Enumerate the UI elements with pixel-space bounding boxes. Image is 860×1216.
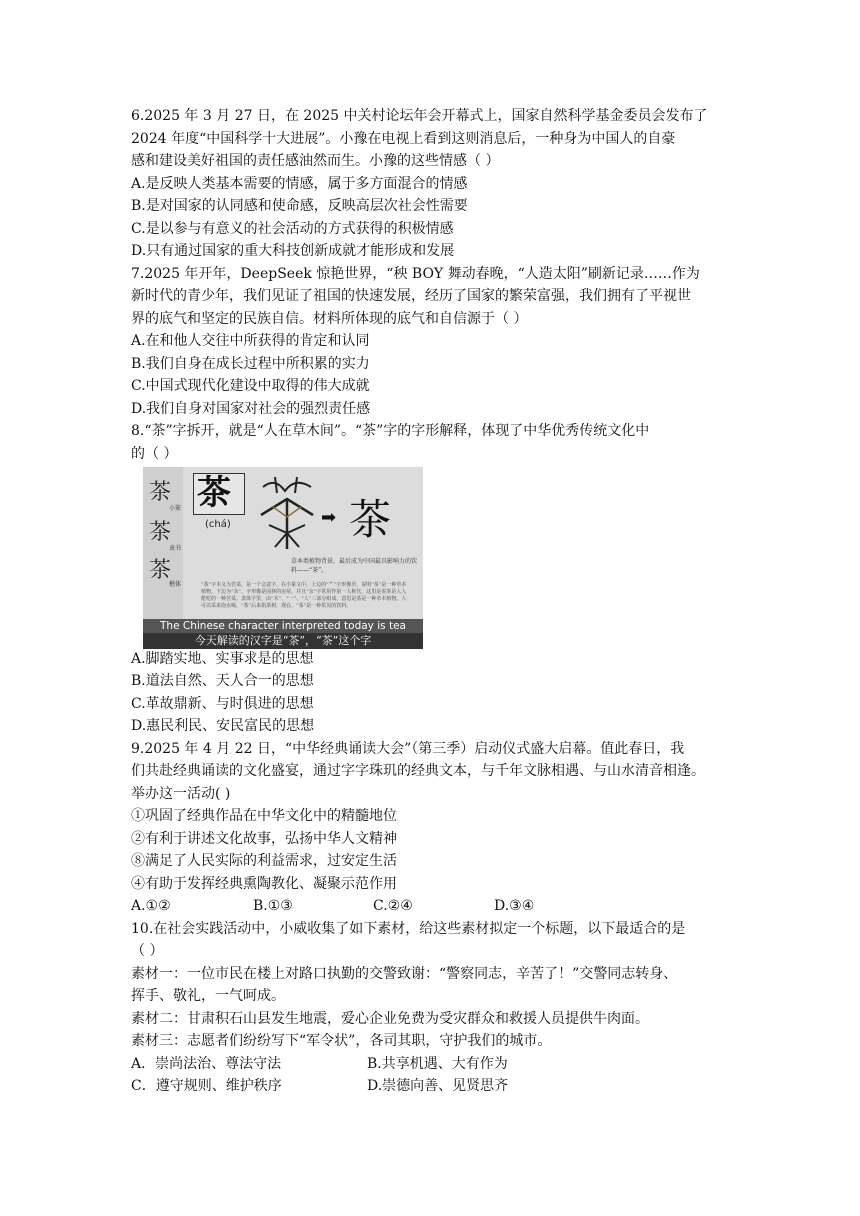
q7-stem-line-3: 界的底气和坚定的民族自信。材料所体现的底气和自信源于（ ） bbox=[131, 311, 528, 327]
q10-option-d: D.崇德向善、见贤思齐 bbox=[367, 1078, 509, 1094]
q6-stem-line-1: 6.2025 年 3 月 27 日，在 2025 中关村论坛年会开幕式上，国家自然科学基金委员会发布了 bbox=[131, 108, 708, 124]
q9-stem-line-1: 9.2025 年 4 月 22 日，“中华经典诵读大会”（第三季）启动仪式盛大启幕。值此春日，我 bbox=[131, 741, 685, 757]
q9-statement-3: ⑧满足了人民实际的利益需求，过安定生活 bbox=[131, 853, 397, 869]
q8-option-d: D.惠民利民、安民富民的思想 bbox=[131, 718, 315, 734]
figure-body-text: “茶”字本义为苦菜，是一个会意字。在小篆文中，上边的“艹”字形像草，说明“茶”是一种草本植物，下边为“余”，字形像是园林的房屋，并且“余”字常用作第一人称代，这里是说茶是人人能吃的一种苦菜。隶体字里，由“木”、“一”、“人”三部分组成，意思是茶是一种草本植物，人可以采来泡水喝，“茶”后来指茶树，现在，“茶”是一种常见的饮料。 bbox=[201, 582, 407, 609]
q7-option-d: D.我们自身对国家对社会的强烈责任感 bbox=[131, 401, 371, 417]
q8-option-b: B.道法自然、天人合一的思想 bbox=[131, 673, 314, 689]
q7-stem-line-2: 新时代的青少年，我们见证了祖国的快速发展，经历了国家的繁荣富强，我们拥有了平视世 bbox=[131, 288, 691, 304]
q7-option-a: A.在和他人交往中所获得的肯定和认同 bbox=[131, 333, 370, 349]
q10-stem-line-2: （ ） bbox=[131, 943, 164, 959]
q8-option-c: C.革故鼎新、与时俱进的思想 bbox=[131, 696, 314, 712]
q10-option-b: B.共享机遇、大有作为 bbox=[367, 1056, 508, 1072]
q7-option-b: B.我们自身在成长过程中所积累的实力 bbox=[131, 356, 370, 372]
q8-option-a: A.脚踏实地、实事求是的思想 bbox=[131, 651, 314, 667]
q10-material-2: 素材二：甘肃积石山县发生地震，爱心企业免费为受灾群众和救援人员提供牛肉面。 bbox=[131, 1011, 649, 1027]
q9-statement-2: ②有利于讲述文化故事，弘扬中华人文精神 bbox=[131, 831, 397, 847]
q10-stem-line-1: 10.在社会实践活动中，小威收集了如下素材，给这些素材拟定一个标题，以下最适合的是 bbox=[131, 921, 686, 937]
tea-glyph-decomposition-icon bbox=[255, 473, 319, 553]
seal-script-label: 小篆 bbox=[169, 505, 182, 512]
q9-statement-4: ④有助于发挥经典熏陶教化、凝聚示范作用 bbox=[131, 876, 397, 892]
q9-option-a: A.①② bbox=[131, 898, 171, 914]
q10-option-c: C．遵守规则、维护秩序 bbox=[131, 1078, 282, 1094]
headword-pinyin: (chá) bbox=[205, 519, 231, 530]
result-char: 茶 bbox=[349, 495, 392, 544]
q7-stem-line-1: 7.2025 年开年，DeepSeek 惊艳世界，“秧 BOY 舞动春晚，“人造太阳”刷新记录……作为 bbox=[131, 266, 700, 282]
headword-char: 茶 bbox=[197, 473, 231, 513]
regular-script-char: 茶 bbox=[149, 558, 172, 583]
regular-script-label: 楷体 bbox=[169, 581, 182, 588]
q6-option-d: D.只有通过国家的重大科技创新成就才能形成和发展 bbox=[131, 243, 455, 259]
q9-statement-1: ①巩固了经典作品在中华文化中的精髓地位 bbox=[131, 808, 397, 824]
clerical-script-char: 茶 bbox=[149, 520, 172, 545]
subtitle-chinese: 今天解读的汉字是“茶”，“茶”这个字 bbox=[143, 633, 423, 649]
tea-character-figure bbox=[143, 467, 423, 649]
q6-option-b: B.是对国家的认同感和使命感，反映高层次社会性需要 bbox=[131, 198, 468, 214]
subtitle-english: The Chinese character interpreted today is tea bbox=[143, 619, 423, 633]
q10-option-a: A．崇尚法治、尊法守法 bbox=[131, 1056, 282, 1072]
q9-stem-line-3: 举办这一活动( ) bbox=[131, 786, 231, 802]
q9-stem-line-2: 们共赴经典诵读的文化盛宴，通过字字珠玑的经典文本，与千年文脉相遇、与山水清音相逢。 bbox=[131, 763, 705, 779]
q9-option-b: B.①③ bbox=[253, 898, 293, 914]
q7-option-c: C.中国式现代化建设中取得的伟大成就 bbox=[131, 378, 370, 394]
q10-material-3: 素材三：志愿者们纷纷写下“军令状”，各司其职，守护我们的城市。 bbox=[131, 1033, 552, 1049]
q9-option-c: C.②④ bbox=[373, 898, 413, 914]
q10-material-1-line-2: 挥手、敬礼，一气呵成。 bbox=[131, 988, 285, 1004]
seal-script-char: 茶 bbox=[149, 480, 172, 505]
figure-caption: 草本类植物背景，最后成为中国最具影响力的饮料——“茶”。 bbox=[291, 558, 418, 574]
q8-stem-line-1: 8.“茶”字拆开，就是“人在草木间”。“茶”字的字形解释，体现了中华优秀传统文化中 bbox=[131, 423, 650, 439]
q6-option-a: A.是反映人类基本需要的情感，属于多方面混合的情感 bbox=[131, 176, 468, 192]
arrow-right-icon: ➡ bbox=[321, 507, 337, 528]
q8-stem-line-2: 的（ ） bbox=[131, 446, 178, 462]
clerical-script-label: 隶书 bbox=[169, 545, 182, 552]
q6-stem-line-2: 2024 年度“中国科学十大进展”。小豫在电视上看到这则消息后，一种身为中国人的自豪 bbox=[131, 131, 676, 147]
q10-material-1-line-1: 素材一：一位市民在楼上对路口执勤的交警致谢：“警察同志，辛苦了！”交警同志转身、 bbox=[131, 966, 678, 982]
q6-stem-line-3: 感和建设美好祖国的责任感油然而生。小豫的这些情感（ ） bbox=[131, 153, 500, 169]
q6-option-c: C.是以参与有意义的社会活动的方式获得的积极情感 bbox=[131, 221, 454, 237]
q9-option-d: D.③④ bbox=[494, 898, 535, 914]
